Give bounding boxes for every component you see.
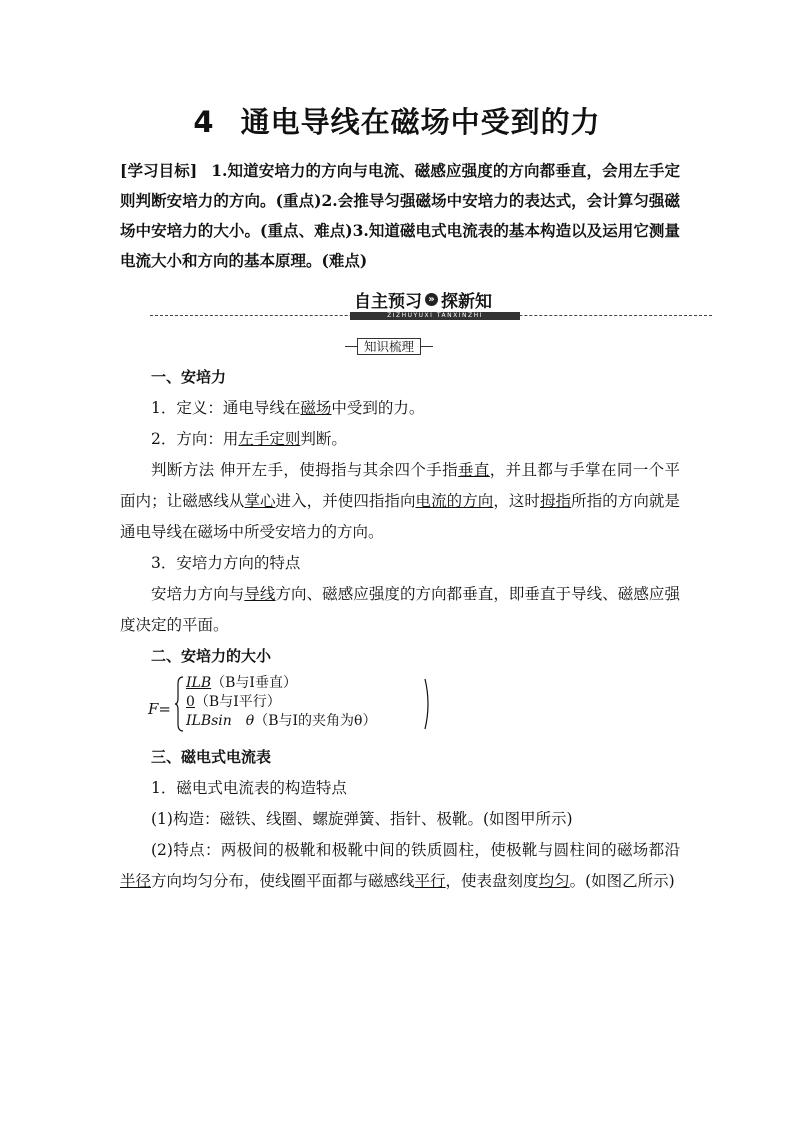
blank-answer: 拇指 xyxy=(540,492,572,510)
formula-case-angle: ILBsin θ（B与I的夹角为θ） xyxy=(186,713,377,729)
page-title xyxy=(0,100,794,141)
para-direction: 2．方向：用左手定则判断。 xyxy=(151,430,347,448)
content-body xyxy=(120,362,680,897)
formula-cases xyxy=(186,674,376,731)
banner-box xyxy=(350,288,520,320)
objectives-label: [学习目标] xyxy=(120,161,198,180)
formula-case-parallel: 0（B与I平行） xyxy=(186,694,281,710)
para-features-heading: 3．安培力方向的特点 xyxy=(151,554,301,572)
double-arrow-icon: » xyxy=(425,293,438,306)
blank-answer: 垂直 xyxy=(458,461,490,479)
section-banner xyxy=(150,288,712,322)
heading-galvanometer: 三、磁电式电流表 xyxy=(151,748,272,766)
blank-answer: 0 xyxy=(186,694,195,710)
lesson-title: 通电导线在磁场中受到的力 xyxy=(240,105,601,139)
banner-right-text: 探新知 xyxy=(441,292,492,312)
para-method: 判断方法 伸开左手，使拇指与其余四个手指垂直，并且都与手掌在同一个平面内；让磁感线从掌心进入，并使四指指向电流的方向，这时拇指所指的方向就是通电导线在磁场中所受安培力的方向。 xyxy=(120,461,680,541)
blank-answer: 半径 xyxy=(120,872,152,890)
para-structure-heading: 1．磁电式电流表的构造特点 xyxy=(151,779,347,797)
banner-left-text: 自主预习 xyxy=(354,292,422,312)
learning-objectives xyxy=(120,156,680,276)
banner-heading xyxy=(354,288,492,311)
knowledge-tag xyxy=(345,338,433,354)
lesson-number: 4 xyxy=(193,105,215,139)
formula-case-perpendicular: ILB（B与I垂直） xyxy=(186,675,297,691)
para-characteristics: (2)特点：两极间的极靴和极靴中间的铁质圆柱，使极靴与圆柱间的磁场都沿半径方向均匀分布，使线圈平面都与磁感线平行，使表盘刻度均匀。(如图乙所示) xyxy=(120,841,680,890)
left-brace-icon xyxy=(174,676,184,732)
blank-answer: 左手定则 xyxy=(238,430,301,448)
tag-line-left xyxy=(345,346,357,347)
ampere-force-formula xyxy=(148,674,680,738)
para-definition: 1．定义：通电导线在磁场中受到的力。 xyxy=(151,399,425,417)
blank-answer: 导线 xyxy=(244,585,276,603)
blank-answer: 平行 xyxy=(414,872,446,890)
knowledge-tag-label: 知识梳理 xyxy=(357,338,421,355)
heading-ampere-force: 一、安培力 xyxy=(151,368,227,386)
objectives-text: 1.知道安培力的方向与电流、磁感应强度的方向都垂直，会用左手定则判断安培力的方向。(重点)2.会推导匀强磁场中安培力的表达式，会计算匀强磁场中安培力的大小。(重点、难点)3.知道磁电式电流表的基本构造以及运用它测量电流大小和方向的基本原理。(难点) xyxy=(120,161,681,270)
para-structure: (1)构造：磁铁、线圈、螺旋弹簧、指针、极靴。(如图甲所示) xyxy=(151,810,573,828)
blank-answer: 均匀 xyxy=(538,872,570,890)
banner-pinyin: ZIZHUYUXI TANXINZHI xyxy=(350,312,520,320)
blank-answer: 电流的方向 xyxy=(415,492,494,510)
blank-answer: 磁场 xyxy=(300,399,332,417)
tag-line-right xyxy=(421,346,433,347)
blank-answer: 掌心 xyxy=(244,492,276,510)
heading-force-magnitude: 二、安培力的大小 xyxy=(151,647,272,665)
formula-lhs: F= xyxy=(148,700,171,718)
blank-answer: ILB xyxy=(186,675,212,691)
para-features: 安培力方向与导线方向、磁感应强度的方向都垂直，即垂直于导线、磁感应强度决定的平面。 xyxy=(120,585,680,634)
right-paren-icon xyxy=(424,678,432,730)
